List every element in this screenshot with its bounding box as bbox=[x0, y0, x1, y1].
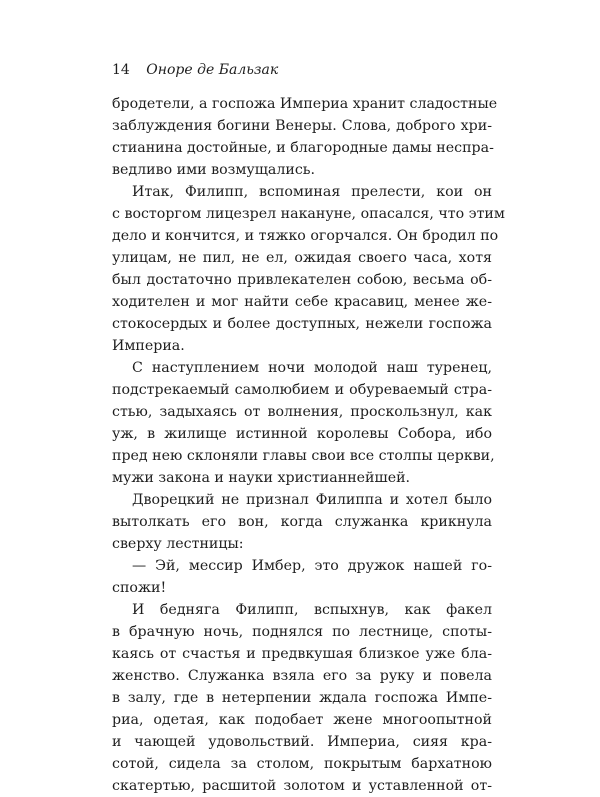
dialogue-line: — Эй, мессир Имбер, это дружок нашей го- bbox=[132, 558, 492, 574]
text-line: спожи! bbox=[112, 580, 167, 596]
text-line: и чающей удовольствий. Империа, сияя кра- bbox=[112, 734, 492, 750]
text-line: женство. Служанка взяла его за руку и повела bbox=[112, 668, 492, 684]
text-line: мужи закона и науки христианнейшей. bbox=[112, 470, 411, 486]
paragraph-first-line: С наступлением ночи молодой наш туренец, bbox=[132, 360, 492, 376]
page-number: 14 bbox=[112, 62, 130, 78]
text-line: сверху лестницы: bbox=[112, 536, 244, 552]
text-line: стью, задыхаясь от волнения, проскользнул, как bbox=[112, 404, 492, 420]
running-head-author: Оноре де Бальзак bbox=[146, 62, 279, 78]
text-line: в брачную ночь, поднялся по лестнице, споты- bbox=[112, 624, 492, 640]
text-line: стокосердых и более доступных, нежели госпожа bbox=[112, 316, 492, 332]
paragraph-first-line: И бедняга Филипп, вспыхнув, как факел bbox=[132, 602, 492, 618]
text-line: каясь от счастья и предвкушая близкое уже бла- bbox=[112, 646, 492, 662]
paragraph-first-line: Итак, Филипп, вспоминая прелести, кои он bbox=[132, 184, 492, 200]
text-line: с восторгом лицезрел накануне, опасался, что этим bbox=[112, 206, 505, 222]
text-line: ходителен и мог найти себе красавиц, менее же- bbox=[112, 294, 492, 310]
text-line: был достаточно привлекателен собою, весьма об- bbox=[112, 272, 492, 288]
text-line: заблуждения богини Венеры. Слова, доброго хри- bbox=[112, 118, 492, 134]
text-line: бродетели, а госпожа Империа хранит сладостные bbox=[112, 96, 498, 112]
text-line: Империа. bbox=[112, 338, 185, 354]
text-line: риа, одетая, как подобает жене многоопытной bbox=[112, 712, 492, 728]
text-line: вытолкать его вон, когда служанка крикнула bbox=[112, 514, 492, 530]
body-text bbox=[112, 93, 505, 797]
paragraph-first-line: Дворецкий не признал Филиппа и хотел было bbox=[132, 492, 492, 508]
text-line: стианина достойные, и благородные дамы неспра- bbox=[112, 140, 494, 156]
running-head bbox=[112, 60, 492, 80]
text-line: пред нею склоняли главы свои все столпы церкви, bbox=[112, 448, 495, 464]
text-line: улицам, не пил, не ел, ожидая своего часа, хотя bbox=[112, 250, 492, 266]
text-line: уж, в жилище истинной королевы Собора, ибо bbox=[112, 426, 492, 442]
text-line: ведливо ими возмущались. bbox=[112, 162, 316, 178]
text-line: скатертью, расшитой золотом и уставленной от- bbox=[112, 778, 492, 794]
text-line: дело и кончится, и тяжко огорчался. Он бродил по bbox=[112, 228, 499, 244]
text-line: подстрекаемый самолюбием и обуреваемый стра- bbox=[112, 382, 492, 398]
text-line: в залу, где в нетерпении ждала госпожа Импе- bbox=[112, 690, 492, 706]
text-line: сотой, сидела за столом, покрытым бархатною bbox=[112, 756, 492, 772]
